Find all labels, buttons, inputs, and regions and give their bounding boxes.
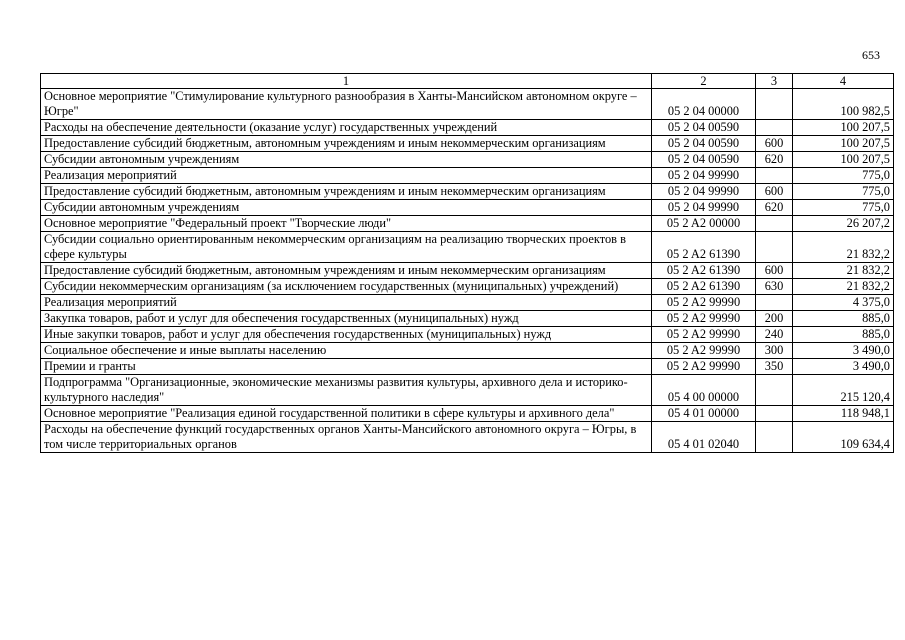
header-row bbox=[41, 74, 894, 89]
row-name: Закупка товаров, работ и услуг для обеспечения государственных (муниципальных) нужд bbox=[41, 311, 652, 327]
row-sum: 26 207,2 bbox=[793, 216, 894, 232]
table-row bbox=[41, 152, 894, 168]
row-sum: 100 207,5 bbox=[793, 152, 894, 168]
row-code: 05 2 A2 99990 bbox=[652, 311, 756, 327]
page-number: 653 bbox=[862, 48, 880, 62]
row-code: 05 2 A2 99990 bbox=[652, 343, 756, 359]
row-name: Иные закупки товаров, работ и услуг для обеспечения государственных (муниципальных) нужд bbox=[41, 327, 652, 343]
header-sum: 4 bbox=[793, 74, 894, 89]
row-sum: 100 207,5 bbox=[793, 120, 894, 136]
row-code: 05 2 A2 99990 bbox=[652, 295, 756, 311]
row-kvr: 600 bbox=[756, 263, 793, 279]
table-row bbox=[41, 343, 894, 359]
row-kvr bbox=[756, 375, 793, 406]
row-name: Субсидии социально ориентированным некоммерческим организациям на реализацию творческих проектов в сфере культуры bbox=[41, 232, 652, 263]
header-name: 1 bbox=[41, 74, 652, 89]
table-row bbox=[41, 295, 894, 311]
table-row bbox=[41, 327, 894, 343]
row-kvr bbox=[756, 120, 793, 136]
row-name: Основное мероприятие "Реализация единой государственной политики в сфере культуры и архивного дела" bbox=[41, 406, 652, 422]
row-code: 05 4 01 00000 bbox=[652, 406, 756, 422]
row-name: Реализация мероприятий bbox=[41, 168, 652, 184]
row-sum: 21 832,2 bbox=[793, 279, 894, 295]
row-code: 05 2 04 00590 bbox=[652, 152, 756, 168]
row-kvr: 240 bbox=[756, 327, 793, 343]
row-sum: 109 634,4 bbox=[793, 422, 894, 453]
row-code: 05 4 01 02040 bbox=[652, 422, 756, 453]
row-kvr: 600 bbox=[756, 136, 793, 152]
table-row bbox=[41, 200, 894, 216]
row-name: Социальное обеспечение и иные выплаты населению bbox=[41, 343, 652, 359]
row-name: Предоставление субсидий бюджетным, автономным учреждениям и иным некоммерческим организациям bbox=[41, 263, 652, 279]
row-kvr: 630 bbox=[756, 279, 793, 295]
row-code: 05 2 A2 00000 bbox=[652, 216, 756, 232]
row-kvr: 620 bbox=[756, 200, 793, 216]
row-kvr: 620 bbox=[756, 152, 793, 168]
row-code: 05 2 A2 99990 bbox=[652, 359, 756, 375]
row-name: Основное мероприятие "Федеральный проект "Творческие люди" bbox=[41, 216, 652, 232]
row-code: 05 2 04 99990 bbox=[652, 200, 756, 216]
row-kvr bbox=[756, 89, 793, 120]
row-name: Субсидии автономным учреждениям bbox=[41, 152, 652, 168]
row-kvr bbox=[756, 295, 793, 311]
row-sum: 21 832,2 bbox=[793, 263, 894, 279]
table-row bbox=[41, 232, 894, 263]
row-code: 05 2 A2 61390 bbox=[652, 279, 756, 295]
row-kvr bbox=[756, 168, 793, 184]
header-kvr: 3 bbox=[756, 74, 793, 89]
row-name: Расходы на обеспечение функций государственных органов Ханты-Мансийского автономного округа – Югры, в том числе территориальных органов bbox=[41, 422, 652, 453]
table-row bbox=[41, 279, 894, 295]
row-name: Субсидии некоммерческим организациям (за исключением государственных (муниципальных) учреждений) bbox=[41, 279, 652, 295]
budget-table bbox=[40, 73, 894, 453]
table-row bbox=[41, 216, 894, 232]
row-kvr bbox=[756, 422, 793, 453]
table-row bbox=[41, 168, 894, 184]
table-row bbox=[41, 311, 894, 327]
row-sum: 3 490,0 bbox=[793, 343, 894, 359]
row-kvr: 350 bbox=[756, 359, 793, 375]
row-code: 05 2 A2 61390 bbox=[652, 232, 756, 263]
row-name: Расходы на обеспечение деятельности (оказание услуг) государственных учреждений bbox=[41, 120, 652, 136]
row-sum: 4 375,0 bbox=[793, 295, 894, 311]
header-code: 2 bbox=[652, 74, 756, 89]
row-name: Реализация мероприятий bbox=[41, 295, 652, 311]
row-name: Подпрограмма "Организационные, экономические механизмы развития культуры, архивного дела и историко-культурного наследия" bbox=[41, 375, 652, 406]
row-kvr bbox=[756, 406, 793, 422]
row-code: 05 2 04 00590 bbox=[652, 120, 756, 136]
row-name: Премии и гранты bbox=[41, 359, 652, 375]
table-row bbox=[41, 422, 894, 453]
row-sum: 885,0 bbox=[793, 327, 894, 343]
row-code: 05 2 A2 99990 bbox=[652, 327, 756, 343]
row-sum: 21 832,2 bbox=[793, 232, 894, 263]
row-kvr bbox=[756, 232, 793, 263]
row-sum: 215 120,4 bbox=[793, 375, 894, 406]
row-sum: 775,0 bbox=[793, 168, 894, 184]
row-sum: 775,0 bbox=[793, 184, 894, 200]
row-kvr: 600 bbox=[756, 184, 793, 200]
row-code: 05 2 A2 61390 bbox=[652, 263, 756, 279]
row-kvr: 200 bbox=[756, 311, 793, 327]
table-row bbox=[41, 184, 894, 200]
row-kvr bbox=[756, 216, 793, 232]
table-row bbox=[41, 120, 894, 136]
row-sum: 775,0 bbox=[793, 200, 894, 216]
row-code: 05 2 04 00590 bbox=[652, 136, 756, 152]
row-sum: 118 948,1 bbox=[793, 406, 894, 422]
table-row bbox=[41, 136, 894, 152]
row-code: 05 2 04 99990 bbox=[652, 168, 756, 184]
row-code: 05 2 04 99990 bbox=[652, 184, 756, 200]
row-name: Предоставление субсидий бюджетным, автономным учреждениям и иным некоммерческим организациям bbox=[41, 136, 652, 152]
row-name: Субсидии автономным учреждениям bbox=[41, 200, 652, 216]
table-row bbox=[41, 89, 894, 120]
table-row bbox=[41, 359, 894, 375]
table-row bbox=[41, 263, 894, 279]
row-code: 05 4 00 00000 bbox=[652, 375, 756, 406]
row-sum: 885,0 bbox=[793, 311, 894, 327]
table-row bbox=[41, 375, 894, 406]
row-code: 05 2 04 00000 bbox=[652, 89, 756, 120]
row-sum: 100 982,5 bbox=[793, 89, 894, 120]
row-name: Основное мероприятие "Стимулирование культурного разнообразия в Ханты-Мансийском автономном округе – Югре" bbox=[41, 89, 652, 120]
row-sum: 3 490,0 bbox=[793, 359, 894, 375]
row-kvr: 300 bbox=[756, 343, 793, 359]
table-row bbox=[41, 406, 894, 422]
row-name: Предоставление субсидий бюджетным, автономным учреждениям и иным некоммерческим организациям bbox=[41, 184, 652, 200]
row-sum: 100 207,5 bbox=[793, 136, 894, 152]
